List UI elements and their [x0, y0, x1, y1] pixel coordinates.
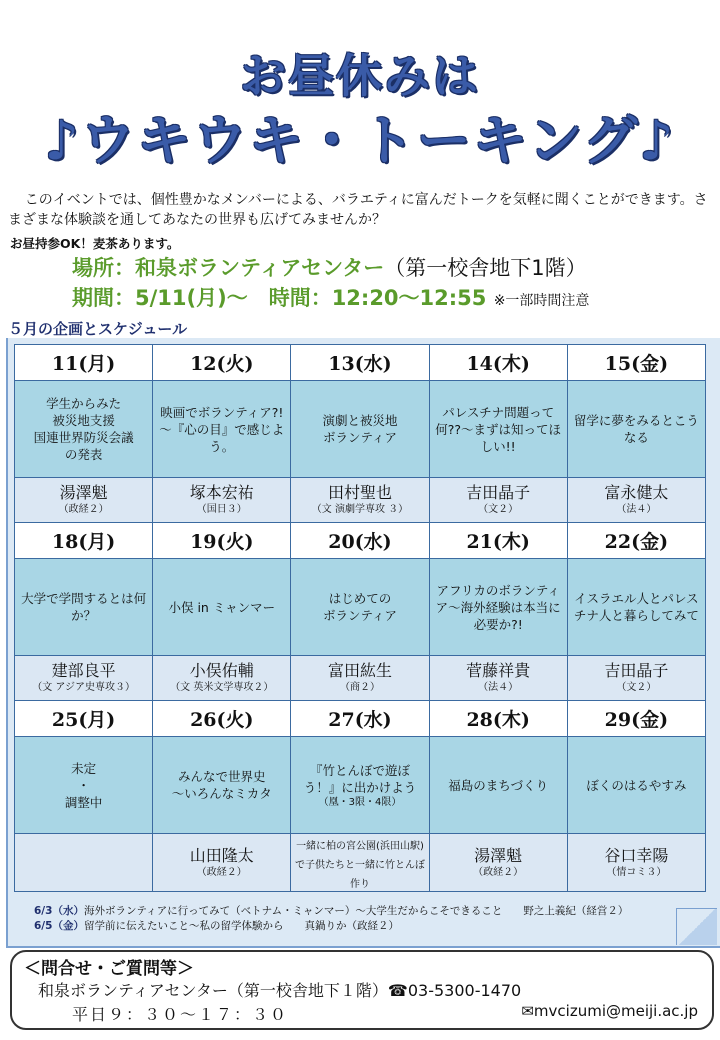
event-cell — [153, 381, 291, 478]
future-events-notes — [34, 904, 628, 934]
title-line-1: お昼休みは — [240, 49, 480, 103]
event-text: ～いろんなミカタ — [171, 786, 272, 801]
speaker-name: 建部良平 — [51, 661, 116, 680]
speaker-name: 菅藤祥貴 — [466, 661, 531, 680]
place-info — [72, 252, 587, 282]
contact-place-phone — [38, 978, 521, 1001]
date-cell: 26(火) — [153, 701, 291, 737]
speaker-cell — [15, 656, 153, 701]
speaker-cell — [567, 656, 705, 701]
speaker-affiliation: （政経２） — [473, 866, 524, 878]
event-text: 未定 — [71, 760, 97, 776]
event-text: の発表 — [64, 447, 103, 462]
date-cell: 28(木) — [429, 701, 567, 737]
speaker-cell — [153, 656, 291, 701]
speaker-affiliation: （文２） — [616, 682, 657, 693]
event-text: ぼくのはるやすみ — [586, 777, 687, 793]
date-cell: 14(木) — [429, 345, 567, 381]
event-cell — [567, 381, 705, 478]
speaker-name: 湯澤魁 — [474, 845, 523, 865]
event-text: アフリカのボランティア～海外経験は本当に必要か?! — [435, 582, 561, 632]
speaker-cell — [153, 834, 291, 892]
speaker-name: 富田紘生 — [327, 661, 392, 680]
event-text: イスラエル人とパレスチナ人と暮らしてみて — [573, 591, 699, 623]
schedule-heading: ５月の企画とスケジュール — [8, 320, 188, 338]
speaker-affiliation: （文２） — [478, 504, 519, 515]
event-text: 『竹とんぼで遊ぼう！』に出かけよう — [303, 762, 417, 795]
speaker-cell — [429, 478, 567, 523]
intro-text: このイベントでは、個性豊かなメンバーによる、バラエティに富んだトークを気軽に聞くことができます。さまざまな体験談を通してあなたの世界も広げてみませんか？ — [8, 192, 708, 228]
schedule-table — [14, 344, 706, 892]
speaker-name: 吉田晶子 — [466, 483, 531, 502]
event-cell — [15, 381, 153, 478]
event-text: 被災地支援 — [52, 413, 115, 428]
date-cell: 27(水) — [291, 701, 429, 737]
period-note: ※一部時間注意 — [493, 293, 590, 309]
speaker-row — [15, 656, 706, 701]
event-row — [15, 559, 706, 656]
contact-email[interactable]: ✉mvcizumi@meiji.ac.jp — [521, 1002, 698, 1020]
event-text: 留学に夢をみるとこうなる — [573, 413, 699, 445]
event-text: はじめての — [328, 591, 392, 606]
contact-phone: ☎03-5300-1470 — [387, 981, 522, 1000]
event-cell — [429, 381, 567, 478]
event-text: 映画でボランティア?!～『心の目』で感じよう。 — [159, 404, 285, 454]
contact-place: 和泉ボランティアセンター（第一校舎地下１階） — [38, 981, 388, 1000]
date-cell: 13(水) — [291, 345, 429, 381]
speaker-name: 谷口幸陽 — [604, 845, 669, 865]
contact-hours: 平日９：３０～１７：３０ — [72, 1005, 289, 1024]
speaker-name: 塚本宏祐 — [189, 483, 254, 502]
date-cell: 25(月) — [15, 701, 153, 737]
date-cell: 11(月) — [15, 345, 153, 381]
speaker-affiliation: （政経２） — [196, 866, 247, 878]
event-cell — [567, 737, 705, 834]
date-row — [15, 523, 706, 559]
speaker-affiliation: （情コミ３） — [606, 866, 667, 878]
date-cell: 20(水) — [291, 523, 429, 559]
speaker-name: 富永健太 — [604, 483, 669, 502]
title-line-2: ♪ウキウキ・トーキング♪ — [44, 109, 676, 172]
event-cell — [15, 737, 153, 834]
event-row — [15, 381, 706, 478]
event-text: みんなで世界史 — [178, 769, 266, 784]
date-cell: 21(木) — [429, 523, 567, 559]
event-cell — [429, 737, 567, 834]
page-fold-decoration — [676, 908, 717, 945]
speaker-name: 山田隆太 — [189, 845, 254, 865]
date-cell: 22(金) — [567, 523, 705, 559]
speaker-affiliation: （商２） — [339, 682, 380, 693]
date-cell: 15(金) — [567, 345, 705, 381]
speaker-cell — [567, 834, 705, 892]
event-cell — [153, 559, 291, 656]
speaker-name: 田村聖也 — [327, 483, 392, 502]
contact-box — [10, 950, 714, 1030]
speaker-cell — [429, 656, 567, 701]
period-label: 期間：5/11(月)～ 時間：12:20～12:55 — [72, 286, 487, 310]
event-cell — [291, 559, 429, 656]
speaker-cell — [567, 478, 705, 523]
event-text: 学生からみた — [46, 396, 122, 411]
contact-heading: ＜問合せ・ご質問等＞ — [24, 959, 194, 979]
event-text: ・ — [77, 777, 90, 793]
speaker-cell — [15, 834, 153, 892]
date-cell: 12(火) — [153, 345, 291, 381]
event-row — [15, 737, 706, 834]
speaker-name: 湯澤魁 — [59, 483, 108, 502]
note-line: 6/5（金）留学前に伝えたいこと～私の留学体験から 真鍋りか（政経２） — [34, 920, 399, 932]
event-text: 小俣 in ミャンマー — [168, 599, 276, 615]
speaker-affiliation: （文 英米文学専攻２） — [170, 682, 274, 693]
speaker-affiliation: （政経２） — [58, 504, 109, 515]
event-text: 演劇と被災地 — [322, 413, 398, 428]
speaker-affiliation: （国日３） — [196, 504, 247, 515]
speaker-cell — [291, 656, 429, 701]
event-text: ボランティア — [322, 608, 397, 623]
speaker-cell — [153, 478, 291, 523]
speaker-affiliation: （文 演劇学専攻 ３） — [311, 504, 409, 515]
event-text: 大学で学問するとは何か？ — [21, 591, 147, 623]
event-text: （凰・3限・4限） — [318, 796, 402, 808]
lunch-note: お昼持参OK！麦茶あります。 — [10, 236, 180, 251]
period-info — [72, 282, 589, 312]
speaker-cell — [429, 834, 567, 892]
event-cell — [291, 737, 429, 834]
speaker-cell — [291, 478, 429, 523]
speaker-affiliation: （法４） — [616, 504, 657, 515]
note-line: 6/3（水）海外ボランティアに行ってみて（ベトナム・ミャンマー）～大学生だからこそできること 野之上義紀（経営２） — [34, 905, 629, 917]
date-cell: 29(金) — [567, 701, 705, 737]
date-row — [15, 345, 706, 381]
date-cell: 18(月) — [15, 523, 153, 559]
event-text: 調整中 — [64, 794, 103, 810]
speaker-cell — [291, 834, 429, 892]
speaker-row — [15, 834, 706, 892]
speaker-cell — [15, 478, 153, 523]
speaker-affiliation: （文 アジア史専攻３） — [32, 682, 135, 693]
place-sub: （第一校舎地下1階） — [384, 256, 587, 280]
date-cell: 19(火) — [153, 523, 291, 559]
event-text: パレスチナ問題って何??～まずは知ってほしい!! — [435, 404, 562, 454]
event-text: 国連世界防災会議 — [33, 430, 134, 445]
speaker-note: 一緒に柏の宮公園(浜田山駅)で子供たちと一緒に竹とんぼ作り — [294, 841, 425, 890]
event-cell — [567, 559, 705, 656]
event-text: ボランティア — [322, 430, 397, 445]
event-cell — [15, 559, 153, 656]
speaker-name: 吉田晶子 — [604, 661, 669, 680]
date-row — [15, 701, 706, 737]
speaker-name: 小俣佑輔 — [189, 661, 254, 680]
event-cell — [153, 737, 291, 834]
event-text: 福島のまちづくり — [448, 777, 549, 793]
event-cell — [291, 381, 429, 478]
speaker-row — [15, 478, 706, 523]
speaker-affiliation: （法４） — [478, 682, 519, 693]
place-label: 場所：和泉ボランティアセンター — [72, 256, 385, 280]
event-cell — [429, 559, 567, 656]
